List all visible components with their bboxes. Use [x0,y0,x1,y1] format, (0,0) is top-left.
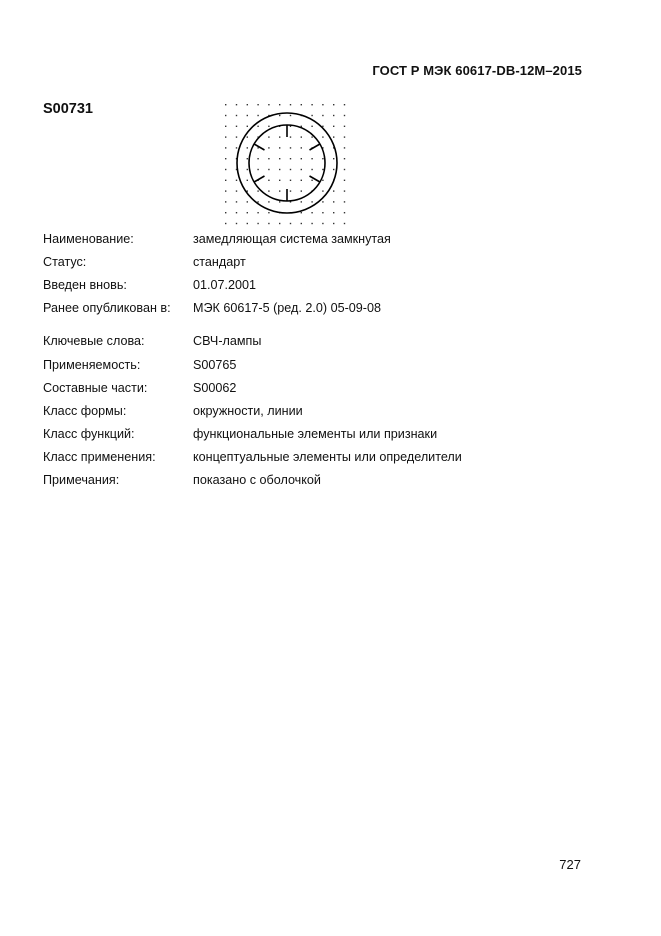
page-number: 727 [559,857,581,872]
field-row-application-class [43,446,462,469]
field-value: S00765 [193,357,237,372]
field-label: Ключевые слова: [43,334,145,349]
field-value: показано с оболочкой [193,473,321,488]
field-value: замедляющая система замкнутая [193,231,391,246]
field-label: Введен вновь: [43,277,127,292]
field-label: Класс функций: [43,427,135,442]
field-label: Применяемость: [43,357,141,372]
symbol-figure [220,99,350,227]
spacer [43,320,462,330]
field-value: функциональные элементы или признаки [193,427,438,442]
field-row-applicability [43,353,462,376]
field-row-shape-class [43,399,462,422]
field-row-notes [43,469,462,492]
field-label: Класс формы: [43,403,127,418]
field-value: МЭК 60617-5 (ред. 2.0) 05-09-08 [193,301,381,316]
field-value: концептуальные элементы или определители [193,450,462,465]
field-label: Наименование: [43,231,134,246]
field-label: Примечания: [43,473,120,488]
field-value: 01.07.2001 [193,277,257,292]
field-label: Класс применения: [43,450,156,465]
field-label: Составные части: [43,380,148,395]
field-label: Ранее опубликован в: [43,301,171,316]
field-value: окружности, линии [193,403,303,418]
field-row-name [43,227,462,250]
field-list [43,227,462,492]
closed-slow-wave-structure-icon [220,99,350,227]
field-value: СВЧ-лампы [193,334,262,349]
field-value: стандарт [193,254,246,269]
field-row-status [43,250,462,273]
symbol-code: S00731 [43,101,93,117]
document-header: ГОСТ Р МЭК 60617-DB-12M–2015 [372,63,582,78]
field-value: S00062 [193,380,237,395]
field-row-introduced [43,273,462,296]
field-label: Статус: [43,254,87,269]
field-row-function-class [43,423,462,446]
field-row-previously-published [43,297,462,320]
field-row-components [43,376,462,399]
field-row-keywords [43,330,462,353]
